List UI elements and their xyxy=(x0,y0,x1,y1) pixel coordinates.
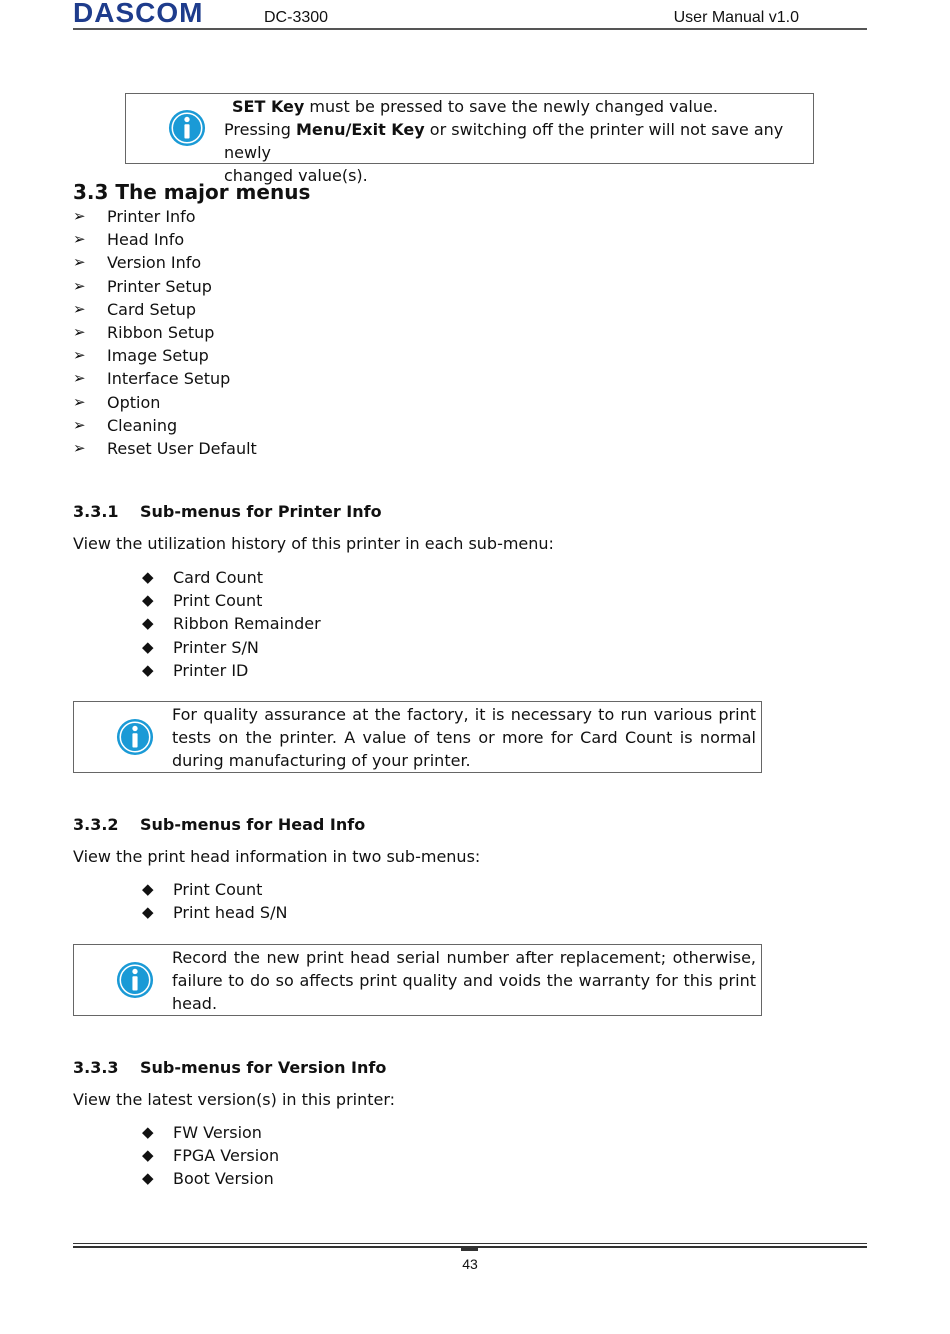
list-item: ◆ FPGA Version xyxy=(142,1146,280,1166)
version-info-submenu-list xyxy=(140,1121,279,1191)
note-text: SET Key must be pressed to save the newly changed value. Pressing Menu/Exit Key or switching off the printer will not save any newly changed value(s). xyxy=(224,97,784,185)
list-item: ◆ FW Version xyxy=(142,1123,262,1142)
list-item: ◆ Ribbon Remainder xyxy=(142,614,321,634)
diamond-bullet-icon: ◆ xyxy=(142,568,154,586)
arrow-bullet-icon: ➢ xyxy=(73,322,86,341)
list-item: ◆ Print Count xyxy=(142,880,263,899)
arrow-bullet-icon: ➢ xyxy=(73,369,86,388)
list-item: ◆ Boot Version xyxy=(142,1169,274,1189)
list-item: ➢ Reset User Default xyxy=(73,438,257,458)
list-item: ➢ Version Info xyxy=(73,253,202,273)
diamond-bullet-icon: ◆ xyxy=(142,1169,154,1188)
major-menus-list xyxy=(73,205,257,460)
footer-mark xyxy=(461,1248,478,1251)
info-icon xyxy=(116,961,154,999)
diamond-bullet-icon: ◆ xyxy=(142,1123,154,1141)
list-item: ➢ Ribbon Setup xyxy=(73,322,215,342)
diamond-bullet-icon: ◆ xyxy=(142,1146,154,1165)
manual-version: User Manual v1.0 xyxy=(673,9,799,26)
set-key-label: SET Key xyxy=(232,97,305,116)
list-item: ◆ Printer S/N xyxy=(142,637,259,657)
diamond-bullet-icon: ◆ xyxy=(142,903,154,922)
section-heading-3-3-1: 3.3.1 Sub-menus for Printer Info xyxy=(73,502,382,521)
footer-divider xyxy=(73,1243,867,1244)
menu-exit-key-label: Menu/Exit Key xyxy=(295,120,425,139)
list-item: ➢ Image Setup xyxy=(73,346,209,366)
arrow-bullet-icon: ➢ xyxy=(73,415,86,434)
arrow-bullet-icon: ➢ xyxy=(73,438,86,457)
info-icon xyxy=(116,718,154,756)
note-box-quality-assurance xyxy=(73,701,762,773)
diamond-bullet-icon: ◆ xyxy=(142,591,154,610)
arrow-bullet-icon: ➢ xyxy=(73,230,86,249)
note-text: Record the new print head serial number after replacement; otherwise, failure to do so affects print quality and voids the warranty for this print head. xyxy=(172,948,756,1013)
arrow-bullet-icon: ➢ xyxy=(73,207,86,225)
note-box-save-key xyxy=(125,93,814,185)
note-box-print-head-serial xyxy=(73,944,762,1016)
list-item: ➢ Head Info xyxy=(73,230,185,250)
diamond-bullet-icon: ◆ xyxy=(142,880,154,898)
section-intro: View the utilization history of this printer in each sub-menu: xyxy=(73,534,554,553)
arrow-bullet-icon: ➢ xyxy=(73,253,86,272)
arrow-bullet-icon: ➢ xyxy=(73,392,86,411)
list-item: ◆ Card Count xyxy=(142,568,264,587)
list-item: ➢ Printer Info xyxy=(73,207,196,226)
section-intro: View the print head information in two sub-menus: xyxy=(73,847,481,866)
note-text: For quality assurance at the factory, it is necessary to run various print tests on the printer. A value of tens or more for Card Count is normal during manufacturing of your printer. xyxy=(172,705,756,770)
arrow-bullet-icon: ➢ xyxy=(73,276,86,295)
arrow-bullet-icon: ➢ xyxy=(73,299,86,318)
printer-info-submenu-list xyxy=(140,566,321,682)
info-icon xyxy=(168,109,206,147)
diamond-bullet-icon: ◆ xyxy=(142,614,154,633)
arrow-bullet-icon: ➢ xyxy=(73,346,86,365)
list-item: ➢ Printer Setup xyxy=(73,276,212,296)
section-intro: View the latest version(s) in this printer: xyxy=(73,1090,396,1109)
model-name: DC-3300 xyxy=(264,9,329,26)
list-item: ➢ Option xyxy=(73,392,161,412)
page-number: 43 xyxy=(462,1256,478,1272)
list-item: ◆ Print Count xyxy=(142,591,263,611)
list-item: ◆ Printer ID xyxy=(142,660,249,680)
list-item: ◆ Print head S/N xyxy=(142,903,288,923)
section-heading-3-3: 3.3 The major menus xyxy=(73,180,311,204)
section-heading-3-3-2: 3.3.2 Sub-menus for Head Info xyxy=(73,815,366,834)
head-info-submenu-list xyxy=(140,878,287,924)
diamond-bullet-icon: ◆ xyxy=(142,637,154,656)
dascom-logo: DASCOM xyxy=(73,0,204,28)
list-item: ➢ Card Setup xyxy=(73,299,197,319)
list-item: ➢ Interface Setup xyxy=(73,369,231,389)
section-heading-3-3-3: 3.3.3 Sub-menus for Version Info xyxy=(73,1058,387,1077)
list-item: ➢ Cleaning xyxy=(73,415,178,435)
diamond-bullet-icon: ◆ xyxy=(142,660,154,679)
